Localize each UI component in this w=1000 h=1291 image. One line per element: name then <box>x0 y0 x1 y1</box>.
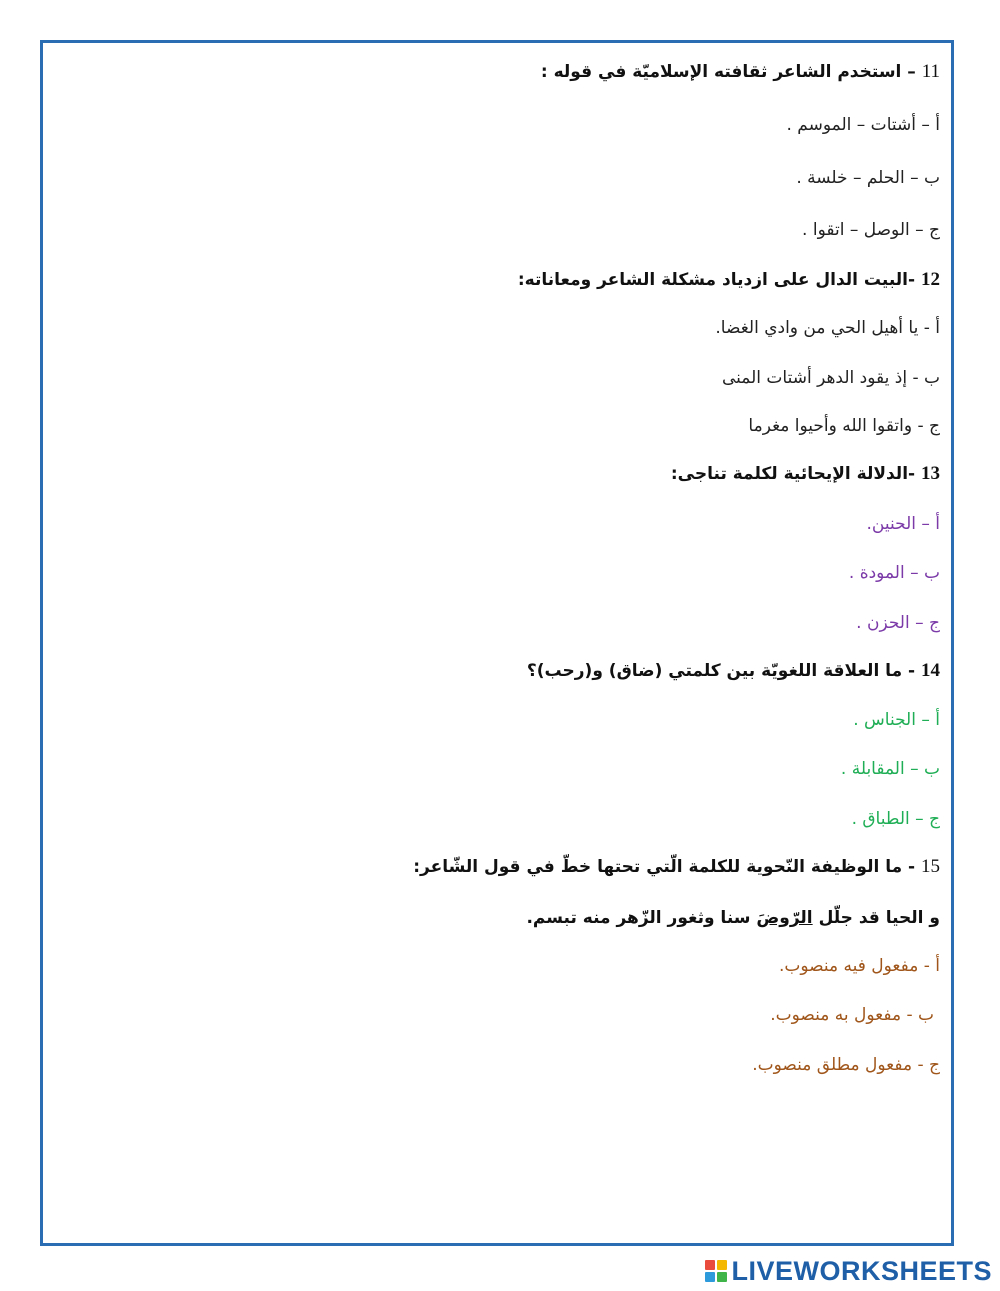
q15-option-a[interactable]: أ - مفعول فيه منصوب. <box>778 956 940 976</box>
question-text: -البيت الدال على ازدياد مشكلة الشاعر ومعاناته: <box>517 270 916 290</box>
poetry-verse <box>526 906 940 930</box>
q15-option-c[interactable]: ج - مفعول مطلق منصوب. <box>752 1055 940 1075</box>
question-text: – استخدم الشاعر ثقافته الإسلاميّة في قوله : <box>540 62 916 82</box>
question-number: 11 <box>921 61 940 82</box>
question-13 <box>671 462 940 486</box>
q13-option-c[interactable]: ج – الحزن . <box>856 613 940 633</box>
question-number: 14 <box>921 660 940 681</box>
question-number: 15 <box>921 856 940 877</box>
q12-option-b[interactable]: ب - إذ يقود الدهر أشتات المنى <box>721 368 940 388</box>
question-14 <box>527 659 940 683</box>
q12-option-a[interactable]: أ - يا أهيل الحي من وادي الغضا. <box>715 318 940 338</box>
verse-before: و الحيا قد جلّل <box>818 908 940 928</box>
q11-option-b[interactable]: ب – الحلم – خلسة . <box>796 168 940 188</box>
liveworksheets-logo[interactable] <box>705 1254 992 1288</box>
question-text: - ما العلاقة اللغويّة بين كلمتي (ضاق) و(رحب)؟ <box>526 661 916 681</box>
verse-underlined-word: الرّوضَ <box>756 908 813 928</box>
question-11 <box>541 60 940 84</box>
q12-option-c[interactable]: ج - واتقوا الله وأحيوا مغرما <box>748 416 940 436</box>
question-number: 13 <box>921 463 940 484</box>
q11-option-c[interactable]: ج – الوصل – اتقوا . <box>802 220 940 240</box>
question-15 <box>413 855 940 879</box>
verse-after: سنا وثغور الزّهر منه تبسم. <box>526 908 751 928</box>
q15-option-b[interactable]: ب - مفعول به منصوب. <box>770 1005 934 1025</box>
logo-text: LIVEWORKSHEETS <box>731 1255 992 1286</box>
liveworksheets-logo-icon <box>705 1260 727 1282</box>
q14-option-c[interactable]: ج – الطباق . <box>851 809 940 829</box>
q14-option-b[interactable]: ب – المقابلة . <box>840 759 940 779</box>
question-number: 12 <box>921 269 940 290</box>
question-text: - ما الوظيفة النّحوية للكلمة الّتي تحتها خطّ في قول الشّاعر: <box>413 857 916 877</box>
q11-option-a[interactable]: أ – أشتات – الموسم . <box>786 115 940 135</box>
question-text: -الدلالة الإيحائية لكلمة تناجى: <box>670 464 916 484</box>
question-12 <box>518 268 940 292</box>
q14-option-a[interactable]: أ – الجناس . <box>853 710 940 730</box>
q13-option-b[interactable]: ب – المودة . <box>848 563 940 583</box>
q13-option-a[interactable]: أ – الحنين. <box>866 514 940 534</box>
